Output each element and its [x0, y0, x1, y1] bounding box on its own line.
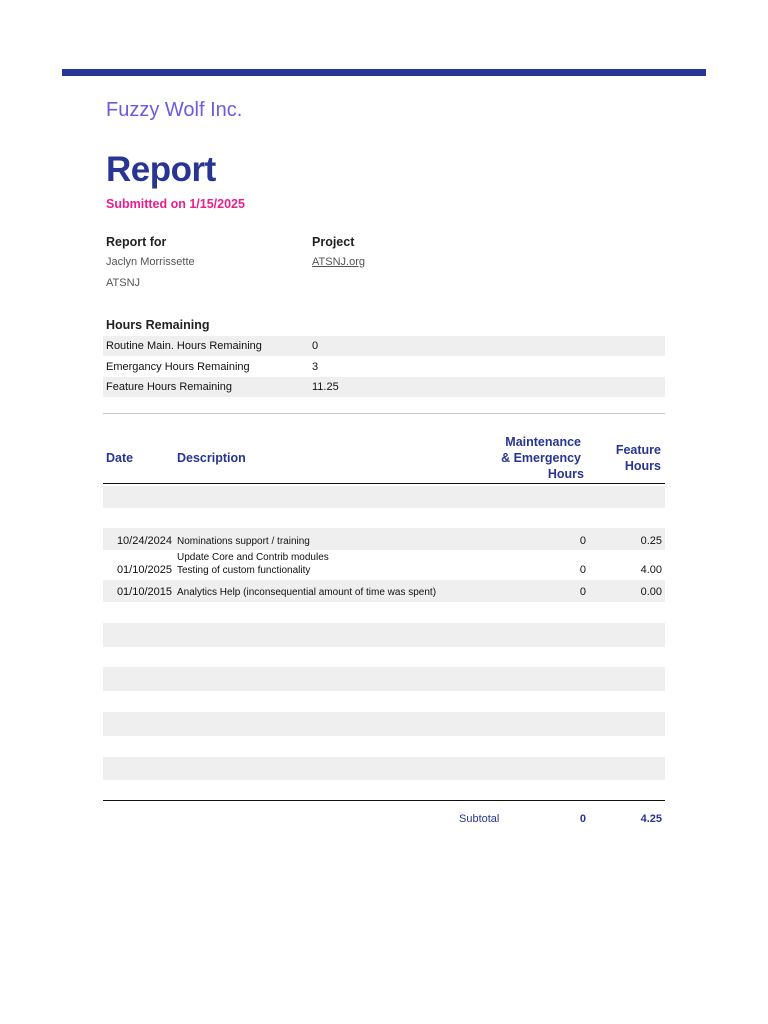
report-for-name: Jaclyn Morrissette: [106, 256, 195, 268]
column-header-maintenance: [501, 434, 584, 482]
table-row-band: [103, 757, 665, 780]
column-header-description: Description: [177, 451, 246, 465]
hours-remaining-row: [103, 357, 665, 377]
project-label: Project: [312, 235, 355, 249]
table-row-band: [103, 712, 665, 736]
hours-remaining-row-value: 0: [312, 340, 319, 352]
hours-remaining-row: [103, 336, 665, 356]
row-description: Nominations support / training: [177, 536, 310, 547]
column-header-maintenance-line: Maintenance: [505, 435, 581, 449]
row-date: 01/10/2025: [116, 564, 172, 576]
row-date: 01/10/2015: [116, 586, 172, 598]
hours-remaining-row-label: Routine Main. Hours Remaining: [106, 340, 262, 352]
hours-remaining-row-value: 3: [312, 361, 319, 373]
column-header-date: Date: [106, 451, 134, 465]
header-accent-bar: [62, 69, 706, 76]
row-date: 10/24/2024: [116, 535, 172, 547]
project-link[interactable]: ATSNJ.org: [312, 256, 365, 268]
row-feature-hours: 4.00: [640, 564, 662, 576]
table-footer-rule: [103, 800, 665, 801]
hours-remaining-label: Hours Remaining: [106, 318, 210, 332]
row-maintenance-hours: 0: [579, 564, 586, 576]
subtotal-label: Subtotal: [459, 813, 500, 825]
column-header-maintenance-line: & Emergency: [501, 451, 581, 465]
row-maintenance-hours: 0: [579, 535, 586, 547]
section-divider: [103, 413, 665, 414]
company-name: Fuzzy Wolf Inc.: [106, 99, 243, 121]
hours-remaining-row-label: Emergancy Hours Remaining: [106, 361, 250, 373]
subtotal-maintenance: 0: [579, 813, 586, 825]
table-row-band: [103, 667, 665, 691]
row-description: Update Core and Contrib modules: [177, 552, 329, 563]
column-header-feature: [616, 442, 661, 474]
table-row-band: [103, 486, 665, 508]
report-for-org: ATSNJ: [106, 277, 141, 289]
hours-remaining-row: [103, 377, 665, 397]
table-header-rule: [103, 483, 665, 484]
subtotal-feature: 4.25: [640, 813, 662, 825]
row-maintenance-hours: 0: [579, 586, 586, 598]
column-header-feature-line: Feature: [615, 443, 661, 457]
table-row-band: [103, 623, 665, 647]
row-description: Analytics Help (inconsequential amount of time was spent): [177, 587, 437, 598]
column-header-feature-line: Hours: [624, 459, 661, 473]
column-header-maintenance-line: Hours: [547, 467, 584, 481]
row-feature-hours: 0.00: [640, 586, 662, 598]
submitted-date: Submitted on 1/15/2025: [106, 197, 245, 211]
row-description: Testing of custom functionality: [177, 565, 311, 576]
page-title: Report: [106, 150, 216, 189]
report-for-label: Report for: [106, 235, 167, 249]
hours-remaining-row-value: 11.25: [312, 381, 339, 393]
row-feature-hours: 0.25: [640, 535, 662, 547]
hours-remaining-row-label: Feature Hours Remaining: [106, 381, 232, 393]
